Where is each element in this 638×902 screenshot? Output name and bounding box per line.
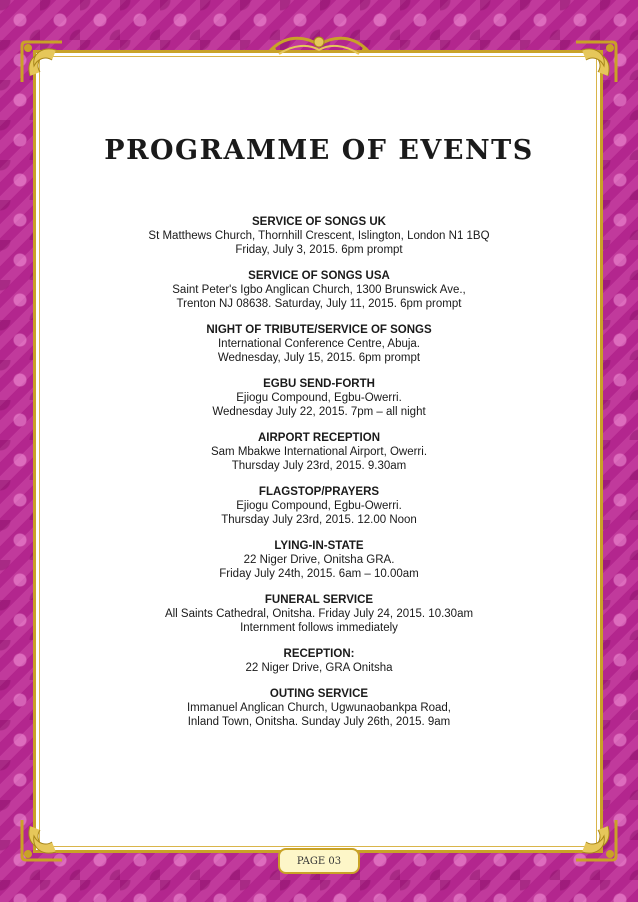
event-line: St Matthews Church, Thornhill Crescent, Islington, London N1 1BQ	[148, 230, 490, 242]
event-item	[60, 647, 578, 675]
corner-flourish-icon	[16, 814, 68, 866]
event-line: 22 Niger Drive, GRA Onitsha	[245, 662, 393, 674]
event-line: Friday July 24th, 2015. 6am – 10.00am	[219, 568, 419, 580]
event-title: LYING-IN-STATE	[274, 540, 364, 552]
corner-flourish-icon	[570, 814, 622, 866]
page-number-badge: PAGE 03	[278, 848, 360, 874]
event-item	[60, 431, 578, 473]
event-title: FLAGSTOP/PRAYERS	[258, 486, 380, 498]
event-line: Thursday July 23rd, 2015. 12.00 Noon	[221, 514, 417, 526]
page-title: PROGRAMME OF EVENTS	[104, 135, 534, 166]
event-item	[60, 539, 578, 581]
event-title: RECEPTION:	[283, 648, 355, 660]
event-item	[60, 377, 578, 419]
event-item	[60, 593, 578, 635]
top-scroll-ornament-icon	[259, 30, 379, 60]
event-line: Ejiogu Compound, Egbu-Owerri.	[236, 392, 402, 404]
event-line: Ejiogu Compound, Egbu-Owerri.	[236, 500, 402, 512]
event-line: Internment follows immediately	[240, 622, 398, 634]
event-line: Trenton NJ 08638. Saturday, July 11, 2015. 6pm prompt	[176, 298, 462, 310]
corner-flourish-icon	[16, 36, 68, 88]
event-line: Wednesday, July 15, 2015. 6pm prompt	[217, 352, 421, 364]
event-line: 22 Niger Drive, Onitsha GRA.	[243, 554, 395, 566]
event-line: Inland Town, Onitsha. Sunday July 26th, 2015. 9am	[187, 716, 451, 728]
event-line: Immanuel Anglican Church, Ugwunaobankpa Road,	[186, 702, 452, 714]
event-title: AIRPORT RECEPTION	[257, 432, 381, 444]
event-title: OUTING SERVICE	[269, 688, 369, 700]
event-title: FUNERAL SERVICE	[264, 594, 374, 606]
event-line: Friday, July 3, 2015. 6pm prompt	[235, 244, 403, 256]
events-list	[60, 215, 578, 741]
event-title: SERVICE OF SONGS UK	[252, 216, 386, 228]
event-title: NIGHT OF TRIBUTE/SERVICE OF SONGS	[206, 324, 432, 336]
event-item	[60, 687, 578, 729]
event-item	[60, 485, 578, 527]
event-line: Sam Mbakwe International Airport, Owerri.	[210, 446, 428, 458]
event-item	[60, 323, 578, 365]
event-line: All Saints Cathedral, Onitsha. Friday July 24, 2015. 10.30am	[164, 608, 474, 620]
event-title: SERVICE OF SONGS USA	[248, 270, 390, 282]
event-line: International Conference Centre, Abuja.	[217, 338, 421, 350]
event-line: Saint Peter's Igbo Anglican Church, 1300 Brunswick Ave.,	[172, 284, 466, 296]
corner-flourish-icon	[570, 36, 622, 88]
event-line: Thursday July 23rd, 2015. 9.30am	[231, 460, 407, 472]
event-line: Wednesday July 22, 2015. 7pm – all night	[212, 406, 426, 418]
event-item	[60, 269, 578, 311]
event-item	[60, 215, 578, 257]
event-title: EGBU SEND-FORTH	[263, 378, 375, 390]
